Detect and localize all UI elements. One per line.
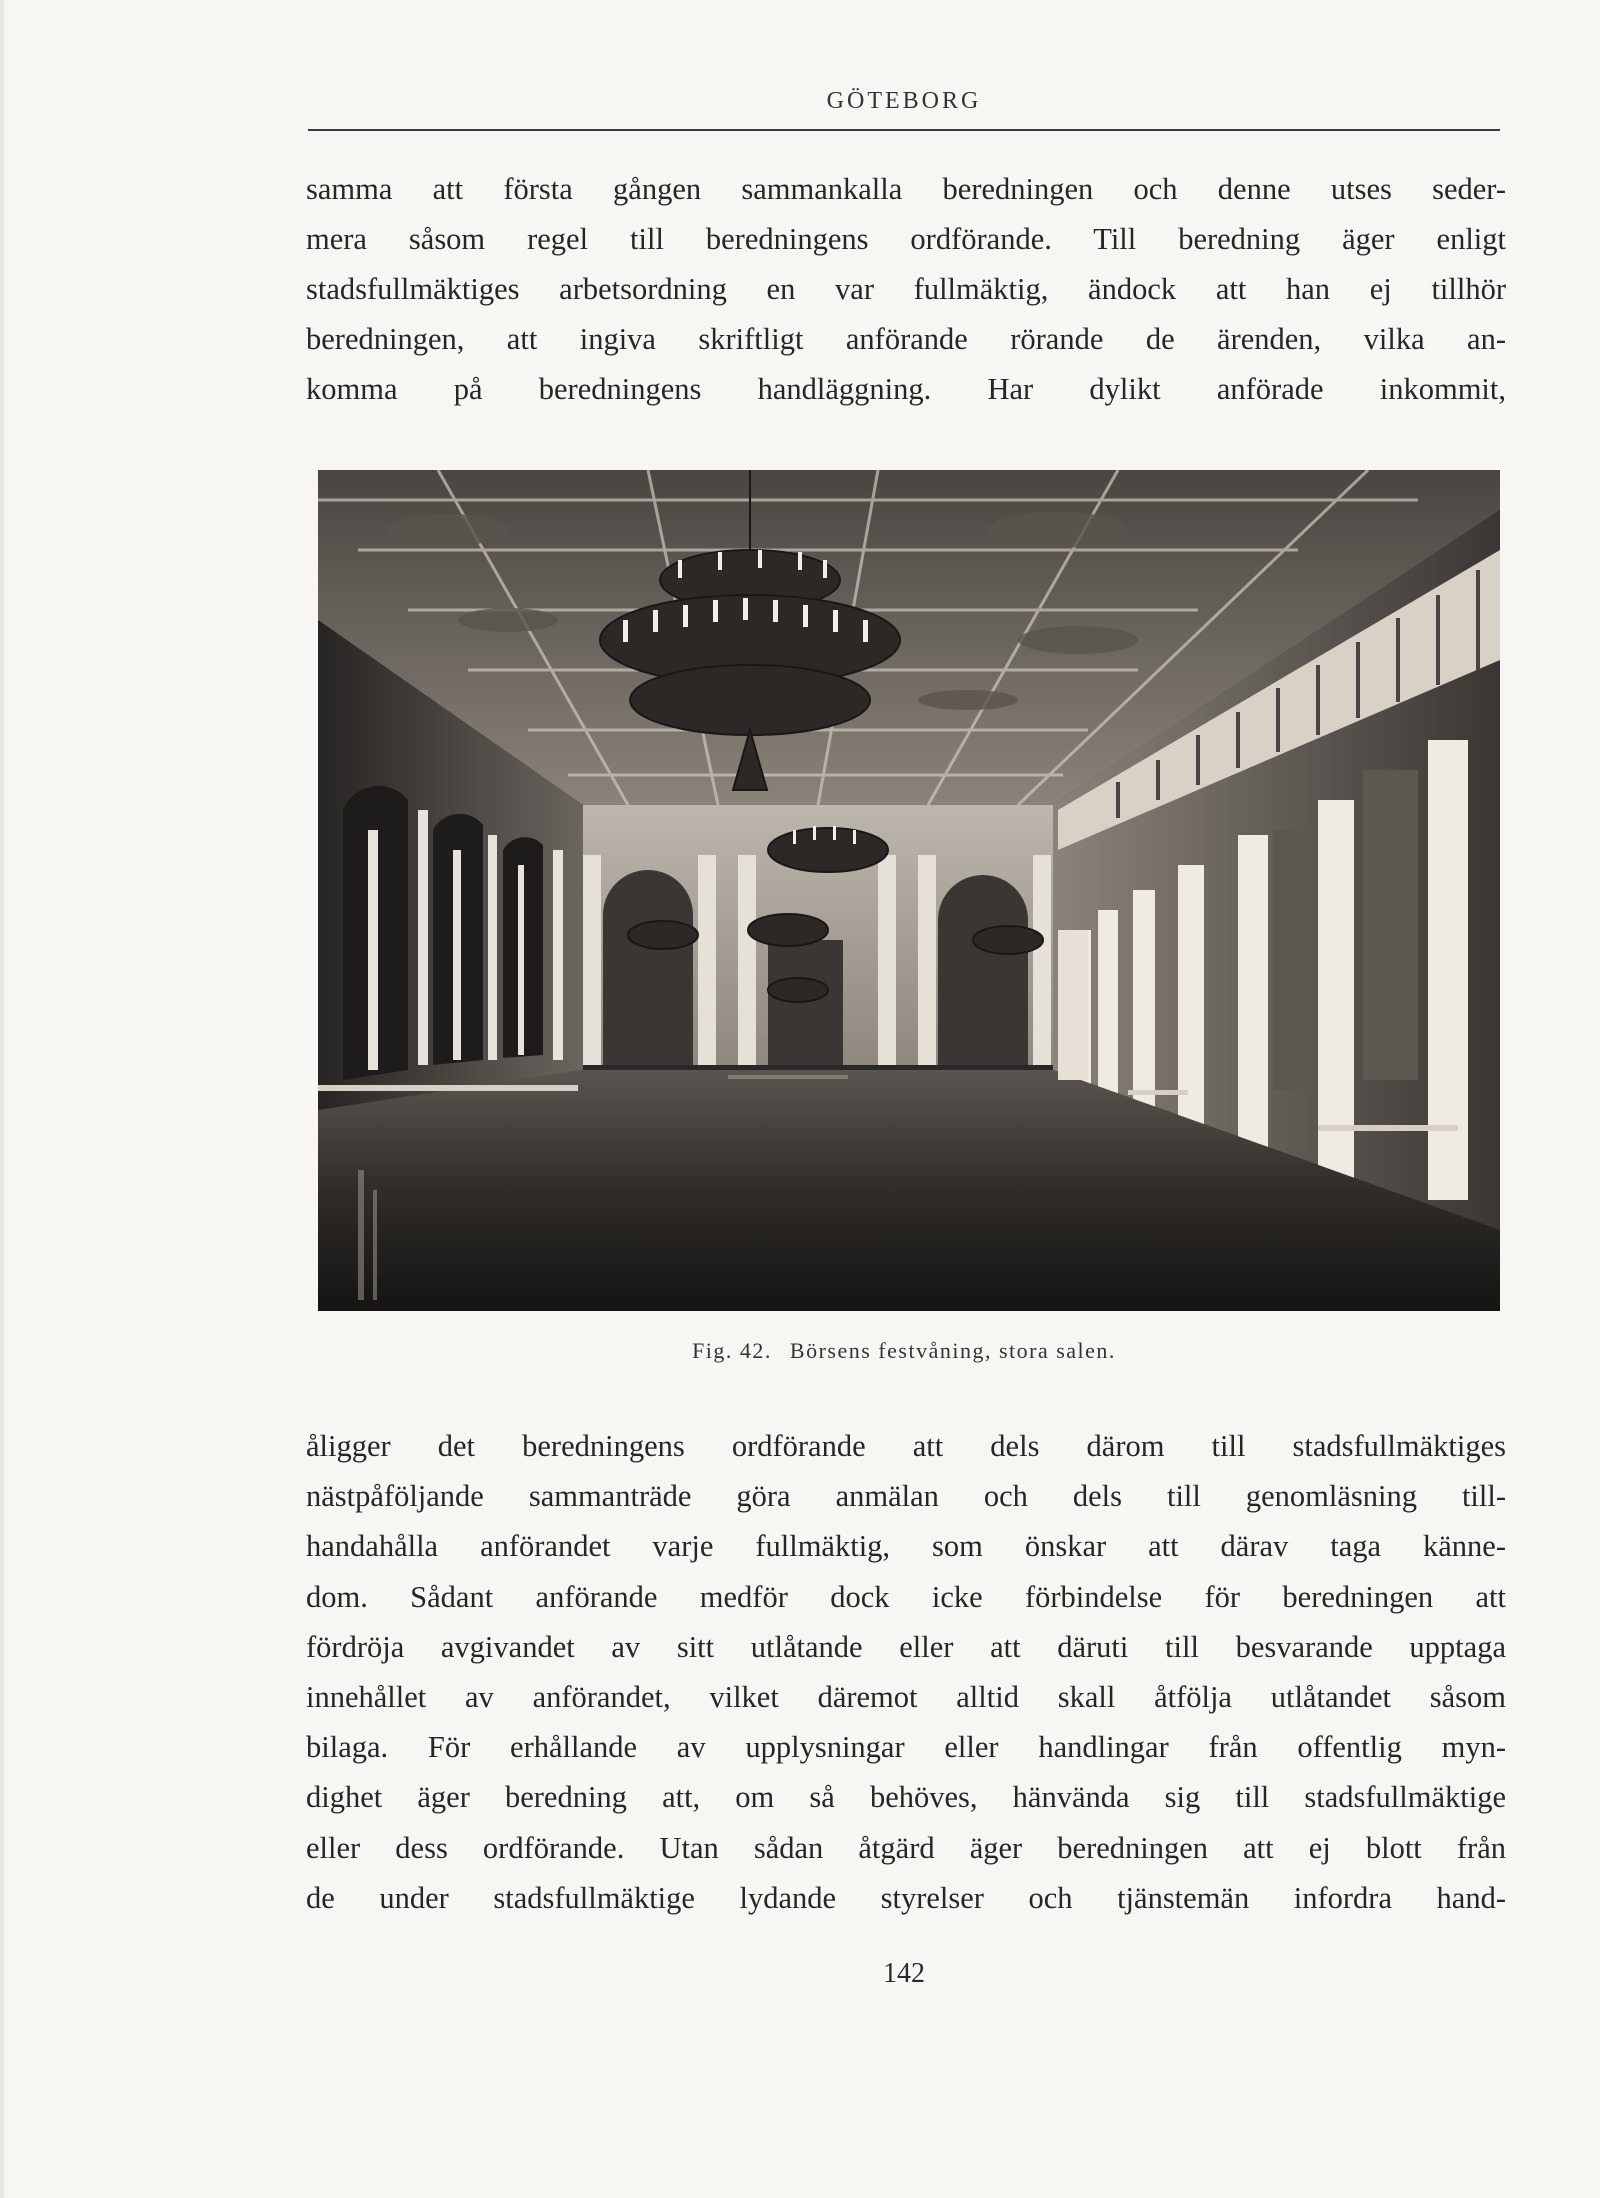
figure-caption-text: Börsens festvåning, stora salen. <box>789 1338 1116 1363</box>
text-line: dom. Sådant anförande medför dock icke förbindelse för beredningen att <box>306 1579 1506 1614</box>
text-line: samma att första gången sammankalla beredningen och denne utses seder- <box>306 172 1506 206</box>
text-line: åligger det beredningens ordförande att dels därom till stadsfullmäktiges <box>306 1429 1506 1463</box>
page-number: 142 <box>883 1958 925 1989</box>
paragraph-bottom <box>306 1421 1506 1923</box>
paragraph-top <box>306 164 1506 414</box>
text-line: beredningen, att ingiva skriftligt anförande rörande de ärenden, vilka an- <box>306 322 1506 356</box>
text-line: de under stadsfullmäktige lydande styrelser och tjänstemän infordra hand- <box>306 1880 1506 1915</box>
page-edge <box>0 0 4 2198</box>
text-line: stadsfullmäktiges arbetsordning en var fullmäktig, ändock att han ej tillhör <box>306 272 1506 306</box>
text-line: handahålla anförandet varje fullmäktig, som önskar att därav taga känne- <box>306 1529 1506 1564</box>
text-line: dighet äger beredning att, om så behöves, hänvända sig till stadsfullmäktige <box>306 1780 1506 1815</box>
text-line: innehållet av anförandet, vilket däremot alltid skall åtfölja utlåtandet såsom <box>306 1679 1506 1714</box>
running-head: GÖTEBORG <box>826 88 982 114</box>
figure-caption <box>308 1338 1500 1364</box>
text-line: fördröja avgivandet av sitt utlåtande eller att däruti till besvarande upptaga <box>306 1629 1506 1664</box>
header-rule <box>308 129 1500 131</box>
text-line: komma på beredningens handläggning. Har dylikt anförade inkommit, <box>306 372 1506 406</box>
hall-photograph <box>318 470 1500 1311</box>
text-line: bilaga. För erhållande av upplysningar eller handlingar från offentlig myn- <box>306 1730 1506 1765</box>
text-line: nästpåföljande sammanträde göra anmälan och dels till genomläsning till- <box>306 1479 1506 1514</box>
text-line: eller dess ordförande. Utan sådan åtgärd äger beredningen att ej blott från <box>306 1830 1506 1865</box>
figure-label: Fig. 42. <box>692 1338 772 1363</box>
text-line: mera såsom regel till beredningens ordförande. Till beredning äger enligt <box>306 222 1506 256</box>
